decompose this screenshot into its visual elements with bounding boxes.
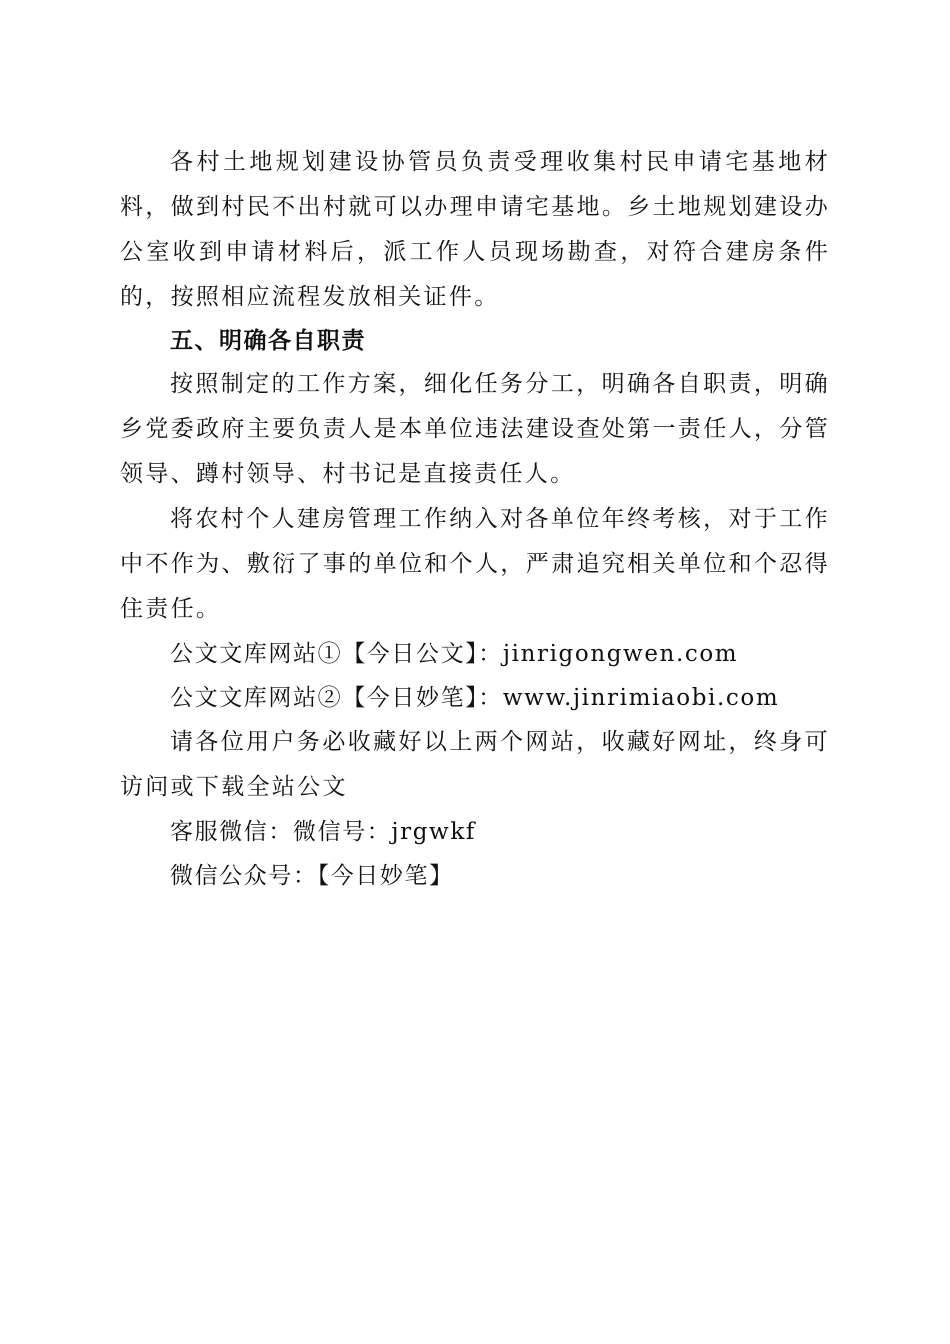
- footer-wechat-service: 客服微信：微信号：jrgwkf: [170, 819, 476, 845]
- footer-wechat-official: 微信公众号：【今日妙笔】: [170, 863, 454, 889]
- paragraph-annual-assessment: 将农村个人建房管理工作纳入对各单位年终考核，对于工作中不作为、敷衍了事的单位和个人，严肃追究相关单位和个忍得住责任。: [120, 506, 830, 622]
- paragraph-task-division: 按照制定的工作方案，细化任务分工，明确各自职责，明确乡党委政府主要负责人是本单位违法建设查处第一责任人，分管领导、蹲村领导、村书记是直接责任人。: [120, 371, 830, 487]
- section-heading-responsibilities: 五、明确各自职责: [170, 328, 366, 354]
- paragraph-homestead-application: 各村土地规划建设协管员负责受理收集村民申请宅基地材料，做到村民不出村就可以办理申请宅基地。乡土地规划建设办公室收到申请材料后，派工作人员现场勘查，对符合建房条件的，按照相应流程发放相关证件。: [120, 149, 830, 310]
- footer-site-one: 公文文库网站①【今日公文】：jinrigongwen.com: [170, 641, 739, 667]
- footer-bookmark-notice: 请各位用户务必收藏好以上两个网站，收藏好网址，终身可访问或下载全站公文: [120, 729, 830, 800]
- document-body: [120, 140, 830, 898]
- footer-site-two: 公文文库网站②【今日妙笔】：www.jinrimiaobi.com: [170, 685, 780, 711]
